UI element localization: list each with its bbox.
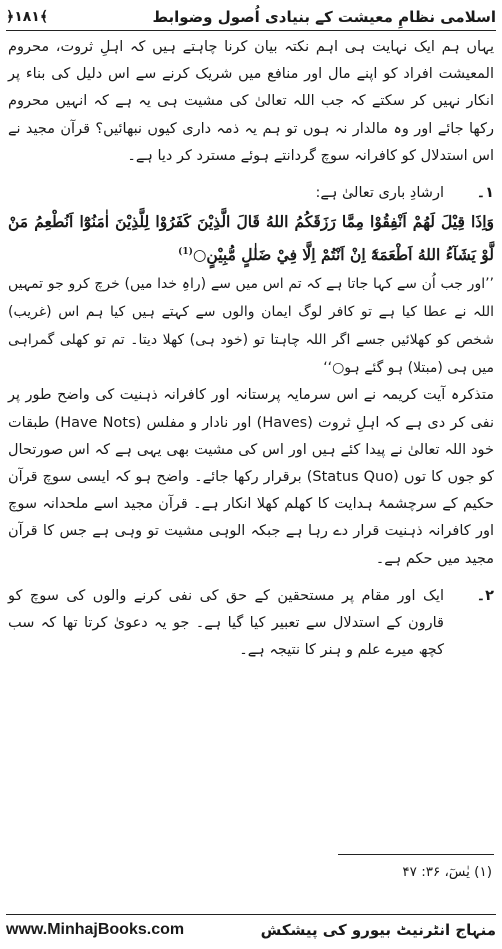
running-title: اسلامی نظامِ معیشت کے بنیادی اُصول وضوابط (152, 8, 496, 26)
item-number: ۲۔ (476, 587, 494, 604)
item-number: ۱۔ (476, 185, 494, 202)
item-text: ایک اور مقام پر مستحقین کے حق کی نفی کرنے والوں کی سوچ کو قارون کے استدلال سے تعبیر کیا گیا ہے۔ جو یہ دعویٰ کرتا تھا کہ سب کچھ میرے علم و ہنر کا نتیجہ ہے۔ (8, 587, 444, 659)
footnote-marker: (1) (178, 247, 193, 258)
list-item-2 (8, 583, 494, 665)
footnote: (۱) یٰسٓ، ۳۶: ۴۷ (402, 864, 492, 880)
publisher-credit: منہاج انٹرنیٹ بیورو کی پیشکش (260, 921, 496, 939)
item-label: ارشادِ باری تعالیٰ ہے: (315, 185, 444, 202)
quran-verse (8, 207, 494, 270)
paragraph-intro: یہاں ہم ایک نہایت ہی اہم نکتہ بیان کرنا چاہتے ہیں کہ اہلِ ثروت، محروم المعیشت افراد کو اپنے مال اور منافع میں شریک کرنے سے اس دلیل کی بناء پر انکار نہیں کر سکتے کہ جب اللہ تعالیٰ کی مشیت ہی یہ ہے کہ انہیں محروم رکھا جائے اور وہ مالدار نہ ہوں تو ہم یہ ذمہ داری کیوں نبھائیں؟ قرآن مجید نے اس استدلال کو کافرانہ سوچ گردانتے ہوئے مسترد کر دیا ہے۔ (8, 39, 494, 164)
footnote-divider (338, 854, 494, 855)
website-link[interactable]: www.MinhajBooks.com (6, 921, 185, 938)
list-item-1 (8, 180, 494, 207)
running-header (6, 4, 496, 31)
page-body (8, 34, 494, 664)
verse-translation: ’’اور جب اُن سے کہا جاتا ہے کہ تم اس میں سے (راہِ خدا میں) خرچ کرو جو تمہیں اللہ نے عطا کیا ہے تو کافر لوگ ایمان والوں سے کہتے ہیں کیا ہم اس (غریب) شخص کو کھلائیں جسے اگر اللہ چاہتا تو (خود ہی) کھلا دیتا۔ تم تو کھلی گمراہی میں ہی (مبتلا) ہو گئے ہو○‘‘ (8, 276, 494, 377)
paragraph-commentary: متذکرہ آیت کریمہ نے اس سرمایہ پرستانہ اور کافرانہ ذہنیت کی واضح طور پر نفی کر دی ہے کہ اہلِ ثروت (Haves) اور نادار و مفلس (Have Nots) طبقات خود اللہ تعالیٰ نے پیدا کئے ہیں اور اس کی مشیت بھی یہی ہے کہ اس صورتحال کو جوں کا توں (Status Quo) برقرار رکھا جائے۔ واضح ہو کہ ایسی سوچ قرآن حکیم کے سرچشمۂ ہدایت کا کھلم کھلا انکار ہے۔ قرآن مجید اسے ملحدانہ سوچ اور کافرانہ ذہنیت قرار دے رہا ہے جبکہ الوہی مشیت تو وہی ہے جس کا قرآن مجید میں حکم ہے۔ (8, 387, 495, 567)
verse-text: وَاِذَا قِيْلَ لَهُمْ اَنْفِقُوْا مِمَّا رَزَقَكُمُ اللهُ قَالَ الَّذِيْنَ كَفَرُوْا لِلَّذِيْنَ اٰمَنُوْٓا اَنُطْعِمُ مَنْ لَّوْ يَشَآءُ اللهُ اَطْعَمَهٗٓ اِنْ اَنْتُمْ اِلَّا فِيْ ضَلٰلٍ مُّبِيْنٍ○ (8, 212, 494, 265)
page-number: ﴾۱۸۱﴿ (6, 9, 49, 25)
page-footer (6, 914, 496, 945)
